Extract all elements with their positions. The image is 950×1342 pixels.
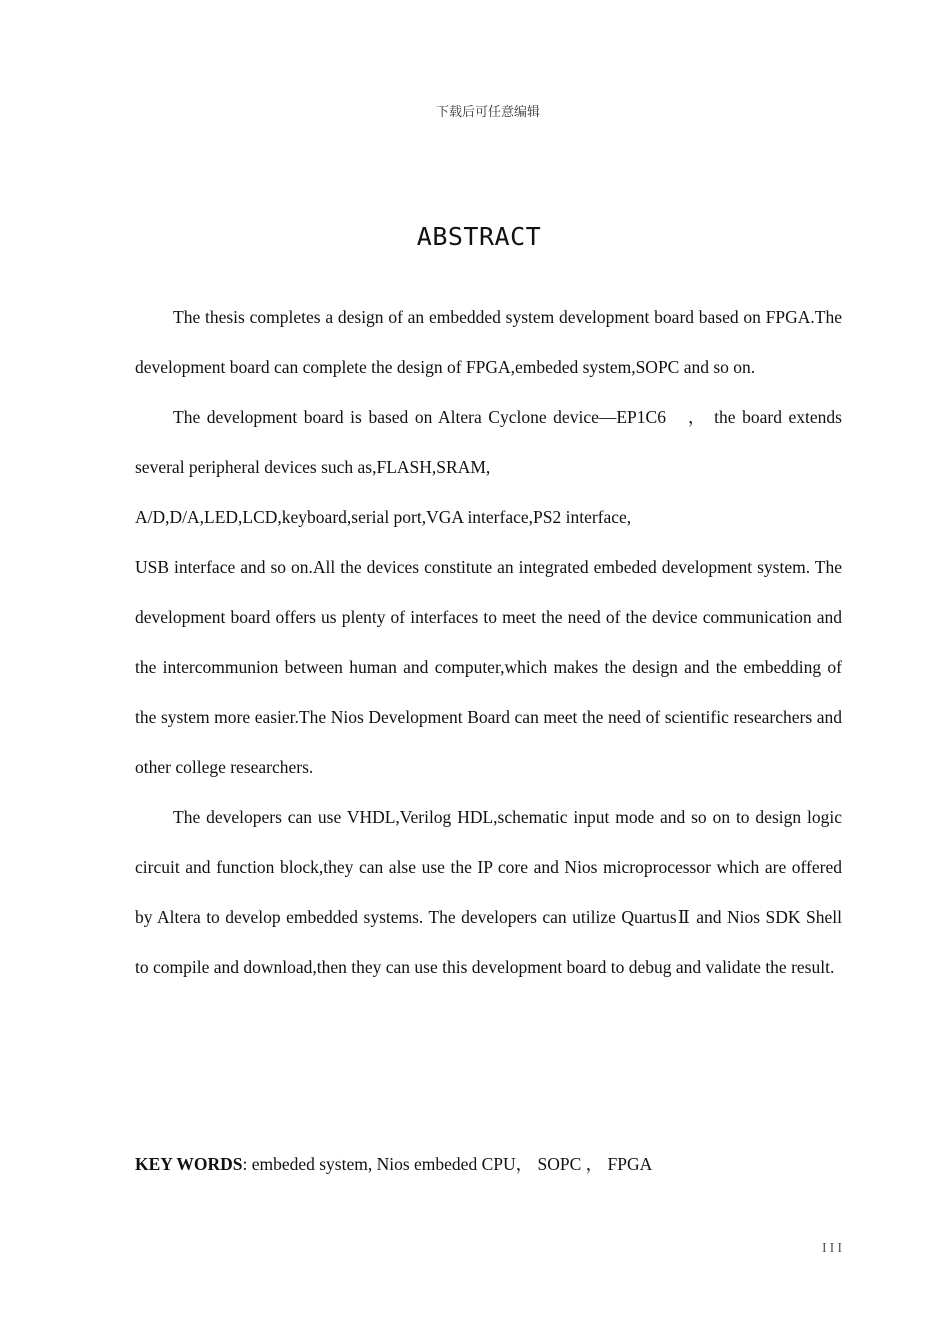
paragraph-2-line-2: A/D,D/A,LED,LCD,keyboard,serial port,VGA interface,PS2 interface,: [135, 507, 632, 527]
paragraph-3: The developers can use VHDL,Verilog HDL,schematic input mode and so on to design logic circuit and function block,they can alse use the IP core and Nios microprocessor which are offered by Altera to develop embedded systems. The developers can utilize QuartusⅡ and Nios SDK Shell to compile and download,then they can use this development board to debug and validate the result.: [135, 807, 842, 977]
paragraph-1: The thesis completes a design of an embedded system development board based on FPGA.The development board can complete the design of FPGA,embeded system,SOPC and so on.: [135, 307, 842, 377]
keywords-text: : embeded system, Nios embeded CPU， SOPC ， FPGA: [242, 1154, 653, 1174]
keywords-line: [135, 1147, 652, 1181]
abstract-body: [135, 292, 842, 992]
paragraph-2-line-1: The development board is based on Altera Cyclone device—EP1C6 ， the board extends several peripheral devices such as,FLASH,SRAM,: [135, 407, 842, 477]
page-number: III: [822, 1241, 845, 1256]
page-header-note: 下载后可任意编辑: [435, 105, 540, 120]
paragraph-2-line-3: USB interface and so on.All the devices constitute an integrated embeded development system. The development board offers us plenty of interfaces to meet the need of the device communication and the intercommunion between human and computer,which makes the design and the embedding of the system more easier.The Nios Development Board can meet the need of scientific researchers and other college researchers.: [135, 557, 842, 777]
keywords-label: KEY WORDS: [135, 1154, 243, 1174]
abstract-title: ABSTRACT: [416, 222, 542, 251]
